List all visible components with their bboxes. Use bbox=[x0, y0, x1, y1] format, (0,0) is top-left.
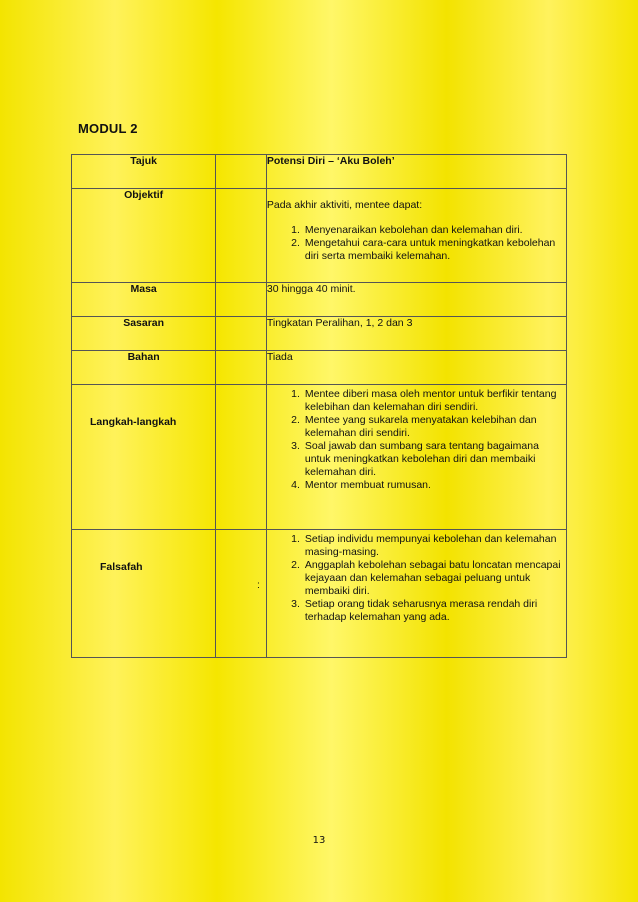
colon-cell bbox=[216, 189, 267, 283]
list-item: 3. Setiap orang tidak seharusnya merasa rendah diri terhadap kelemahan yang ada. bbox=[303, 598, 566, 624]
table-row-tajuk bbox=[72, 155, 567, 189]
list-item: 2. Mengetahui cara-cara untuk meningkatkan kebolehan diri serta membaiki kelemahan. bbox=[303, 237, 566, 263]
module-table bbox=[71, 154, 567, 658]
label-bahan: Bahan bbox=[72, 351, 216, 385]
table-row-objektif bbox=[72, 189, 567, 283]
value-tajuk: Potensi Diri – ‘Aku Boleh’ bbox=[266, 155, 566, 189]
value-falsafah bbox=[266, 530, 566, 658]
table-row-sasaran bbox=[72, 317, 567, 351]
value-objektif bbox=[266, 189, 566, 283]
value-bahan: Tiada bbox=[266, 351, 566, 385]
colon-cell bbox=[216, 155, 267, 189]
colon-cell bbox=[216, 530, 267, 658]
objektif-list bbox=[267, 224, 566, 263]
objektif-intro: Pada akhir aktiviti, mentee dapat: bbox=[266, 199, 423, 211]
table-row-bahan bbox=[72, 351, 567, 385]
colon-cell bbox=[216, 317, 267, 351]
list-item: 2. Mentee yang sukarela menyatakan kelebihan dan kelemahan diri sendiri. bbox=[303, 414, 566, 440]
table-row-falsafah bbox=[72, 530, 567, 658]
colon-cell bbox=[216, 351, 267, 385]
value-sasaran: Tingkatan Peralihan, 1, 2 dan 3 bbox=[266, 317, 566, 351]
value-masa: 30 hingga 40 minit. bbox=[266, 283, 566, 317]
value-langkah bbox=[266, 385, 566, 530]
table-row-langkah bbox=[72, 385, 567, 530]
langkah-list bbox=[267, 385, 566, 492]
list-item: 1. Setiap individu mempunyai kebolehan dan kelemahan masing-masing. bbox=[303, 533, 566, 559]
list-item: 4. Mentor membuat rumusan. bbox=[303, 479, 566, 492]
list-item: 1. Mentee diberi masa oleh mentor untuk berfikir tentang kelebihan dan kelemahan diri sendiri. bbox=[303, 388, 566, 414]
colon-cell bbox=[216, 283, 267, 317]
list-item: 3. Soal jawab dan sumbang sara tentang bagaimana untuk meningkatkan kebolehan diri dan membaiki kelemahan diri. bbox=[303, 440, 566, 479]
table-row-masa bbox=[72, 283, 567, 317]
page-number: 13 bbox=[312, 835, 326, 846]
falsafah-label-text: Falsafah bbox=[100, 561, 143, 573]
list-item: 1. Menyenaraikan kebolehan dan kelemahan diri. bbox=[303, 224, 566, 237]
label-falsafah bbox=[72, 530, 216, 658]
label-tajuk: Tajuk bbox=[72, 155, 216, 189]
label-masa: Masa bbox=[72, 283, 216, 317]
list-item: 2. Anggaplah kebolehan sebagai batu loncatan mencapai kejayaan dan kelemahan sebagai peluang untuk membaiki diri. bbox=[303, 559, 566, 598]
langkah-label-text: Langkah-langkah bbox=[90, 416, 177, 428]
falsafah-colon: : bbox=[256, 579, 260, 591]
module-title: MODUL 2 bbox=[78, 121, 138, 136]
colon-cell bbox=[216, 385, 267, 530]
label-sasaran: Sasaran bbox=[72, 317, 216, 351]
label-objektif: Objektif bbox=[72, 189, 216, 283]
falsafah-list bbox=[267, 530, 566, 624]
label-langkah bbox=[72, 385, 216, 530]
